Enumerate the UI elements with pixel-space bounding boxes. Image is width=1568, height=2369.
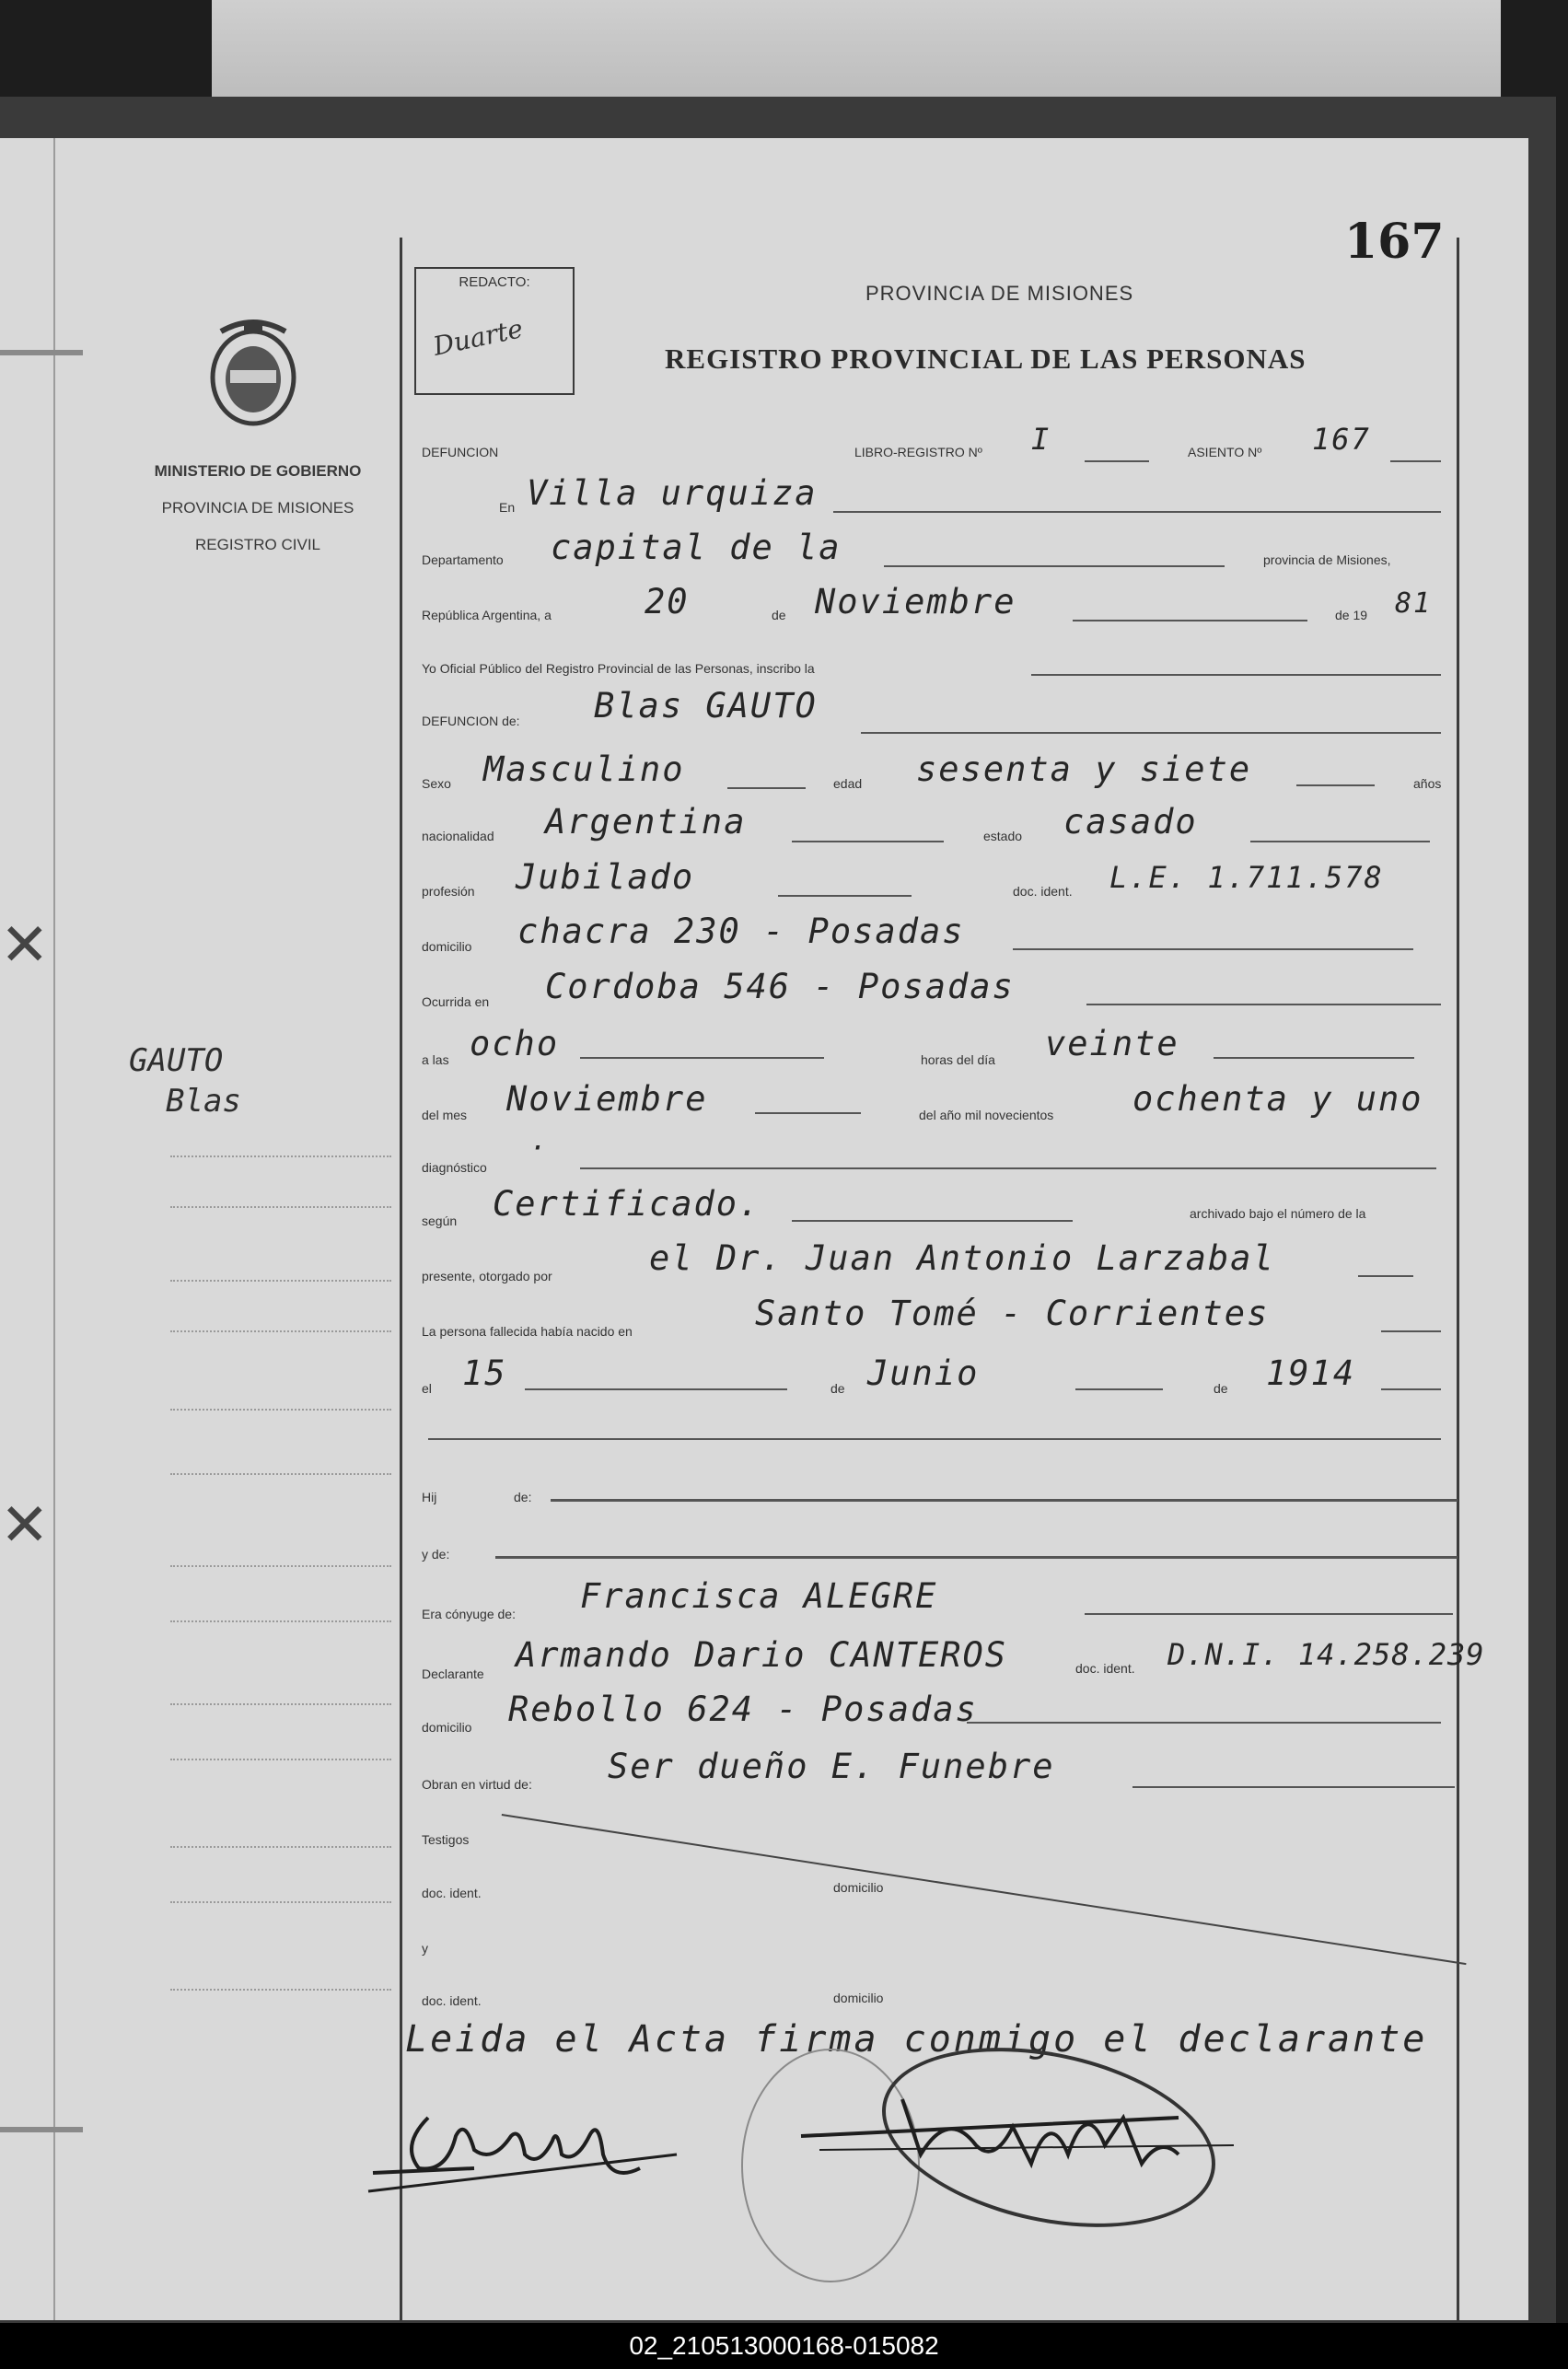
- fill-line: [884, 565, 1225, 567]
- label-a-las: a las: [422, 1052, 449, 1067]
- label-persona-nacida: La persona fallecida había nacido en: [422, 1324, 633, 1339]
- label-hij: Hij: [422, 1490, 437, 1504]
- label-diagnostico: diagnóstico: [422, 1160, 487, 1175]
- fill-line: [1214, 1057, 1414, 1059]
- value-departamento: capital de la: [551, 528, 842, 567]
- label-presente: presente, otorgado por: [422, 1269, 552, 1283]
- margin-dotted-line: [170, 1206, 391, 1208]
- value-ano: 81: [1395, 587, 1433, 620]
- margin-dotted-line: [170, 1330, 391, 1332]
- fill-line: [833, 511, 1441, 513]
- label-republica: República Argentina, a: [422, 608, 552, 622]
- fill-line: [1381, 1388, 1441, 1390]
- label-nacionalidad: nacionalidad: [422, 829, 494, 843]
- value-diagnostico: ·: [529, 1132, 549, 1165]
- header-province: PROVINCIA DE MISIONES: [865, 282, 1134, 305]
- margin-dotted-line: [170, 1989, 391, 1991]
- value-nacido-en: Santo Tomé - Corrientes: [755, 1294, 1270, 1333]
- fill-line: [1075, 1388, 1163, 1390]
- value-declarante: Armando Dario CANTEROS: [516, 1635, 1008, 1675]
- value-conyuge: Francisca ALEGRE: [580, 1576, 938, 1616]
- value-profesion: Jubilado: [516, 857, 695, 897]
- official-signature-icon: [792, 2081, 1271, 2201]
- margin-dotted-line: [170, 1620, 391, 1622]
- label-ocurrida-en: Ocurrida en: [422, 994, 490, 1009]
- redacto-value: Duarte: [430, 313, 526, 362]
- form-left-border: [400, 238, 402, 2320]
- label-de-3: de: [1214, 1381, 1228, 1396]
- value-nac-dia: 15: [462, 1353, 507, 1393]
- fill-line: [1073, 620, 1307, 621]
- label-defuncion-de: DEFUNCION de:: [422, 714, 520, 728]
- fill-line: [1013, 948, 1413, 950]
- label-domicilio-2: domicilio: [422, 1720, 472, 1735]
- value-declarante-doc: D.N.I. 14.258.239: [1167, 1637, 1485, 1672]
- fill-line: [967, 1722, 1441, 1724]
- value-libro: I: [1031, 422, 1051, 457]
- fill-line: [792, 1220, 1073, 1222]
- fill-line: [727, 787, 806, 789]
- margin-dotted-line: [170, 1565, 391, 1567]
- margin-dotted-line: [170, 1280, 391, 1282]
- label-doc-ident-2: doc. ident.: [1075, 1661, 1135, 1676]
- fill-line: [1381, 1330, 1441, 1332]
- label-del-mes: del mes: [422, 1108, 468, 1122]
- page-left-edge: [53, 138, 55, 2320]
- fill-line: [525, 1388, 787, 1390]
- fill-line: [778, 895, 912, 897]
- value-lugar: Villa urquiza: [527, 473, 818, 513]
- value-nacionalidad: Argentina: [545, 802, 747, 842]
- value-estado: casado: [1063, 802, 1198, 842]
- label-del-ano: del año mil novecientos: [919, 1108, 1054, 1122]
- label-doc-ident-4: doc. ident.: [422, 1993, 482, 2008]
- margin-dotted-line: [170, 1846, 391, 1848]
- label-anos: años: [1413, 776, 1442, 791]
- fill-line: [1358, 1275, 1413, 1277]
- page-number: 167: [1344, 214, 1445, 270]
- fill-line: [1390, 460, 1441, 462]
- value-otorgado: el Dr. Juan Antonio Larzabal: [649, 1238, 1275, 1278]
- closing-statement: Leida el Acta firma conmigo el declarante: [405, 2018, 1428, 2061]
- label-domicilio: domicilio: [422, 939, 472, 954]
- value-domicilio: chacra 230 - Posadas: [517, 912, 965, 951]
- label-de-2: de: [830, 1381, 845, 1396]
- fill-line: [861, 732, 1441, 734]
- ministry-province: PROVINCIA DE MISIONES: [161, 499, 354, 517]
- fill-line: [755, 1112, 861, 1114]
- label-profesion: profesión: [422, 884, 475, 899]
- fill-line: [1250, 841, 1430, 842]
- fill-line: [1132, 1786, 1455, 1788]
- label-testigos: Testigos: [422, 1832, 470, 1847]
- label-de-4: de:: [514, 1490, 532, 1504]
- value-asiento: 167: [1312, 422, 1371, 457]
- value-doc: L.E. 1.711.578: [1109, 860, 1384, 895]
- label-libro-registro: LIBRO-REGISTRO Nº: [854, 445, 982, 459]
- fill-line: [1085, 460, 1149, 462]
- binding-stitch-icon: ✕: [0, 1492, 50, 1560]
- margin-dotted-line: [170, 1473, 391, 1475]
- ministry-registry: REGISTRO CIVIL: [194, 536, 321, 553]
- label-horas-del-dia: horas del día: [921, 1052, 995, 1067]
- value-dia: 20: [645, 582, 690, 621]
- label-y-de: y de:: [422, 1547, 450, 1562]
- label-departamento: Departamento: [422, 552, 504, 567]
- fill-line: [580, 1057, 824, 1059]
- label-defuncion: DEFUNCION: [422, 445, 499, 459]
- binding-stitch-icon: ✕: [0, 912, 50, 980]
- ministry-title: MINISTERIO DE GOBIERNO: [154, 462, 362, 480]
- margin-dotted-line: [170, 1703, 391, 1705]
- margin-note-name: Blas: [166, 1083, 241, 1120]
- declarant-signature-icon: [364, 2062, 695, 2210]
- fill-line: [1086, 1004, 1441, 1005]
- ministry-block: [129, 453, 387, 563]
- fill-line-struck: [551, 1499, 1458, 1502]
- label-sexo: Sexo: [422, 776, 451, 791]
- fill-line: [428, 1438, 1441, 1440]
- form-right-border: [1457, 238, 1459, 2320]
- value-ocurrida: Cordoba 546 - Posadas: [545, 967, 1015, 1006]
- label-el: el: [422, 1381, 432, 1396]
- label-yo-oficial: Yo Oficial Público del Registro Provincial de las Personas, inscribo la: [422, 661, 815, 676]
- redacto-label: REDACTO:: [459, 274, 530, 290]
- label-domicilio-3: domicilio: [833, 1880, 884, 1895]
- fill-line-struck: [495, 1556, 1458, 1559]
- value-nombre: Blas GAUTO: [594, 686, 818, 726]
- margin-note: [129, 1040, 241, 1121]
- image-id: 02_210513000168-015082: [629, 2331, 939, 2360]
- label-asiento: ASIENTO Nº: [1188, 445, 1262, 459]
- fill-line: [792, 841, 944, 842]
- binder-ring: [0, 350, 83, 355]
- header-registry: REGISTRO PROVINCIAL DE LAS PERSONAS: [665, 343, 1307, 375]
- label-estado: estado: [983, 829, 1023, 843]
- fill-line: [580, 1167, 1436, 1169]
- label-segun: según: [422, 1214, 458, 1228]
- value-edad: sesenta y siete: [916, 749, 1252, 789]
- label-y: y: [422, 1941, 428, 1956]
- label-de-19: de 19: [1335, 608, 1368, 622]
- label-provincia-misiones: provincia de Misiones,: [1263, 552, 1391, 567]
- value-declarante-domicilio: Rebollo 624 - Posadas: [508, 1690, 978, 1729]
- fill-line: [1296, 784, 1375, 786]
- label-domicilio-4: domicilio: [833, 1991, 884, 2005]
- value-dia-letras: veinte: [1045, 1024, 1179, 1063]
- label-de: de: [772, 608, 786, 622]
- value-mes: Noviembre: [815, 582, 1016, 621]
- label-declarante: Declarante: [422, 1666, 484, 1681]
- value-obran: Ser dueño E. Funebre: [608, 1747, 1055, 1786]
- coat-of-arms-icon: [203, 313, 304, 433]
- value-sexo: Masculino: [483, 749, 685, 789]
- margin-note-surname: GAUTO: [129, 1042, 224, 1079]
- margin-dotted-line: [170, 1409, 391, 1411]
- margin-dotted-line: [170, 1901, 391, 1903]
- value-ano-letras: ochenta y uno: [1132, 1079, 1423, 1119]
- value-segun: Certificado.: [493, 1184, 761, 1224]
- value-nac-mes: Junio: [867, 1353, 980, 1393]
- redacto-box: [414, 267, 575, 395]
- margin-dotted-line: [170, 1759, 391, 1760]
- label-doc-ident-3: doc. ident.: [422, 1886, 482, 1900]
- label-obran: Obran en virtud de:: [422, 1777, 532, 1792]
- margin-dotted-line: [170, 1155, 391, 1157]
- fill-line: [1085, 1613, 1453, 1615]
- binder-ring: [0, 2127, 83, 2132]
- label-edad: edad: [833, 776, 863, 791]
- label-archivado: archivado bajo el número de la: [1190, 1206, 1366, 1221]
- fill-line: [1031, 674, 1441, 676]
- label-era-conyuge: Era cónyuge de:: [422, 1607, 516, 1621]
- value-mes-letras: Noviembre: [506, 1079, 708, 1119]
- label-en: En: [499, 500, 516, 515]
- label-doc-ident: doc. ident.: [1013, 884, 1073, 899]
- value-nac-ano: 1914: [1266, 1353, 1356, 1393]
- value-hora: ocho: [470, 1024, 560, 1063]
